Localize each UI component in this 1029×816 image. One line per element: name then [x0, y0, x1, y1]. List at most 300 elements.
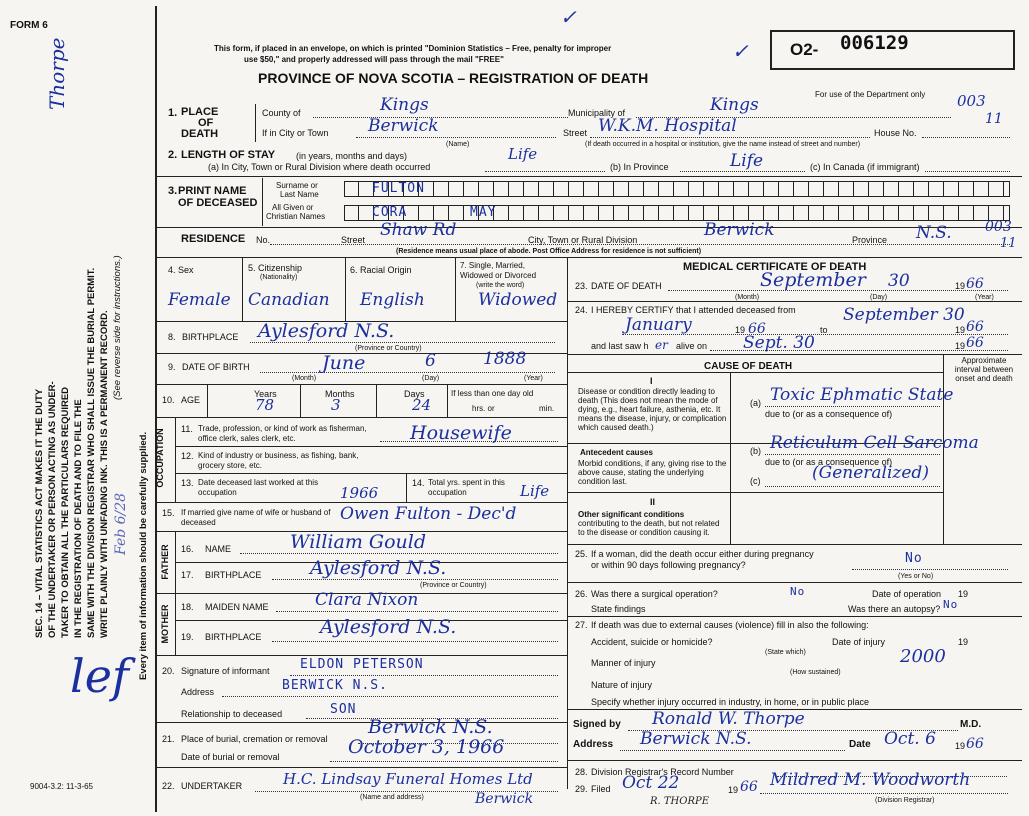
name-letter-box	[929, 182, 944, 196]
alive-yr: 66	[966, 335, 984, 351]
death-year-prefix: 19	[955, 281, 966, 291]
residence-province-label: Province	[852, 235, 888, 245]
medical-header: MEDICAL CERTIFICATE OF DEATH	[683, 261, 867, 273]
s8-caption: (Province or Country)	[355, 345, 422, 352]
specify-label: Specify whether injury occurred in industry, in home, or in public place	[591, 697, 869, 707]
s15-number: 15.	[162, 508, 175, 518]
municipality-label: Municipality of	[568, 108, 626, 118]
s2-a-label: (a) In City, Town or Rural Division where death occurred	[208, 162, 431, 172]
undertaker-town: Berwick	[475, 791, 534, 807]
form-number: FORM 6	[10, 20, 48, 31]
statute-line-2: OF THE UNDERTAKER OR PERSON ACTING AS UNDER-	[47, 381, 58, 638]
death-day: 30	[888, 271, 910, 291]
name-letter-box	[479, 182, 494, 196]
department-use-note: For use of the Department only	[815, 90, 926, 99]
name-letter-box	[794, 206, 809, 220]
name-letter-box	[644, 206, 659, 220]
cause-b-marker: (b)	[750, 446, 761, 456]
other-conditions-title: Other significant conditions	[578, 510, 685, 519]
age-years: 78	[255, 396, 275, 414]
attended-from: January	[625, 315, 692, 335]
statute-line-3: TAKER TO OBTAIN ALL THE PARTICULARS REQUIRED	[60, 386, 71, 638]
name-letter-box	[839, 206, 854, 220]
name-letter-box	[734, 182, 749, 196]
father-name-label: NAME	[205, 544, 232, 554]
hospital-value: W.K.M. Hospital	[598, 116, 737, 136]
findings-label: State findings	[591, 604, 646, 614]
name-letter-box	[599, 206, 614, 220]
s13-label: Date deceased last worked at this occupation	[198, 478, 319, 497]
death-month: September	[760, 269, 866, 291]
citizenship-value: Canadian	[248, 290, 330, 310]
s3-label-2: OF DECEASED	[178, 197, 258, 209]
name-letter-box	[839, 182, 854, 196]
name-letter-box	[599, 182, 614, 196]
registration-prefix: O2-	[790, 40, 819, 59]
s9-c-year: (Year)	[524, 375, 543, 382]
autopsy-value: No	[943, 598, 959, 611]
name-letter-box	[674, 206, 689, 220]
name-letter-box	[869, 206, 884, 220]
s10-number: 10.	[162, 395, 175, 405]
name-letter-box	[569, 206, 584, 220]
marital-value: Widowed	[478, 290, 558, 310]
cause-b: Reticulum Cell Sarcoma	[770, 433, 979, 453]
s11-label: Trade, profession, or kind of work as fisherman, office clerk, sales clerk, etc.	[198, 424, 367, 443]
s10-label: AGE	[181, 395, 201, 405]
name-letter-box	[944, 206, 959, 220]
surname-value: FULTON	[372, 181, 425, 196]
name-letter-box	[344, 206, 359, 220]
s17-number: 17.	[181, 570, 194, 580]
burial-place: Berwick N.S.	[368, 716, 493, 738]
s28-number: 28.	[575, 767, 588, 777]
check-mark-2: ✓	[732, 39, 749, 63]
burial-place-label: Place of burial, cremation or removal	[181, 734, 328, 744]
autopsy-label: Was there an autopsy?	[848, 604, 941, 614]
name-letter-box	[539, 206, 554, 220]
statute-line-4: IN THE REGISTRATION OF DEATH AND TO FILE THE	[73, 399, 84, 638]
s14-label: Total yrs. spent in this occupation	[428, 478, 505, 497]
supply-note: Every item of information should be carefully supplied.	[138, 431, 149, 680]
md-label: M.D.	[960, 719, 982, 730]
undertaker-caption: (Name and address)	[360, 794, 424, 801]
name-letter-box	[569, 182, 584, 196]
name-letter-box	[854, 182, 869, 196]
name-letter-box	[629, 182, 644, 196]
alive-date: Sept. 30	[743, 333, 815, 353]
house-label: House No.	[874, 128, 917, 138]
s15-label: If married give name of wife or husband of deceased	[181, 508, 331, 527]
s11-number: 11.	[181, 424, 193, 434]
s25-label: If a woman, did the death occur either during pregnancy or within 90 days following pregnancy?	[591, 549, 814, 570]
name-letter-box	[749, 182, 764, 196]
name-letter-box	[809, 182, 824, 196]
s12-number: 12.	[181, 451, 194, 461]
dept-code-1: 003	[957, 92, 986, 110]
s18-number: 18.	[181, 602, 194, 612]
name-letter-box	[674, 182, 689, 196]
other-conditions: contributing to the death, but not related to the disease or condition causing it.	[578, 519, 720, 537]
s24-number: 24.	[575, 305, 588, 315]
signed-yr-prefix: 19	[955, 741, 966, 751]
name-letter-box	[629, 206, 644, 220]
age-days: 24	[412, 396, 432, 414]
operation-date-label: Date of operation	[872, 589, 942, 599]
signed-yr: 66	[966, 736, 984, 752]
hrs-label: hrs. or	[472, 404, 495, 413]
statute-line-5: SAME WITH THE DIVISION REGISTRAR WHO SHALL ISSUE THE BURIAL PERMIT.	[86, 267, 97, 638]
name-letter-box	[644, 182, 659, 196]
county-value: Kings	[380, 95, 429, 115]
name-letter-box	[884, 182, 899, 196]
h7-write-word: (write the word)	[476, 282, 525, 289]
city-caption: (Name)	[446, 141, 470, 148]
name-letter-box	[689, 206, 704, 220]
birth-year: 1888	[483, 349, 527, 369]
name-letter-box	[869, 182, 884, 196]
name-letter-box	[524, 182, 539, 196]
s3-number: 3.	[168, 185, 178, 197]
attended-to-label: to	[820, 325, 828, 335]
s27-number: 27.	[575, 620, 588, 630]
s29-number: 29.	[575, 784, 588, 794]
name-letter-box	[854, 206, 869, 220]
due-to-1: due to (or as a consequence of)	[765, 409, 893, 419]
s14-number: 14.	[412, 478, 425, 488]
name-letter-box	[449, 182, 464, 196]
residence-no-label: No.	[256, 235, 271, 245]
form-title: PROVINCE OF NOVA SCOTIA – REGISTRATION OF DEATH	[258, 70, 649, 86]
last-saw-label: and last saw h	[591, 341, 649, 351]
name-letter-box	[689, 182, 704, 196]
undertaker-label: UNDERTAKER	[181, 781, 243, 791]
name-letter-box	[554, 182, 569, 196]
name-letter-box	[914, 206, 929, 220]
mother-vert-label: MOTHER	[160, 604, 170, 644]
years-label: Years	[254, 389, 277, 399]
given-value-2: MAY	[470, 205, 497, 220]
birthplace-value: Aylesford N.S.	[258, 320, 395, 342]
father-bp-caption: (Province or Country)	[420, 582, 487, 589]
s22-number: 22.	[162, 781, 175, 791]
name-letter-box	[509, 206, 524, 220]
name-letter-box	[659, 206, 674, 220]
s2-number: 2.	[168, 149, 178, 161]
death-year: 66	[966, 276, 984, 292]
h5-citizenship: 5. Citizenship	[248, 263, 303, 273]
city-value: Berwick	[368, 116, 439, 136]
given-label-1: All Given or	[272, 203, 314, 212]
county-label: County of	[262, 108, 301, 118]
mother-maiden-name: Clara Nixon	[315, 590, 419, 610]
age-months: 3	[331, 396, 341, 414]
injury-yr-prefix: 19	[958, 637, 969, 647]
dept-code-3: 003	[985, 219, 1012, 235]
birth-day: 6	[425, 351, 436, 371]
occupation-value: Housewife	[410, 422, 512, 444]
check-mark-1: ✓	[560, 5, 577, 29]
residence-street-label: Street	[341, 235, 366, 245]
name-letter-box	[989, 182, 1004, 196]
father-birthplace: Aylesford N.S.	[310, 557, 447, 579]
last-saw-sex: er	[655, 338, 668, 352]
s1-number: 1.	[168, 107, 178, 119]
envelope-note-2: use $50," and properly addressed will pass through the mail "FREE"	[244, 55, 504, 64]
roman-1: I	[650, 376, 653, 386]
days-label: Days	[404, 389, 425, 399]
name-letter-box	[509, 182, 524, 196]
name-letter-box	[779, 206, 794, 220]
residence-street: Shaw Rd	[380, 220, 457, 240]
name-letter-box	[464, 182, 479, 196]
s9-c-day: (Day)	[422, 375, 440, 382]
attended-to: September 30	[843, 305, 965, 325]
city-label: If in City or Town	[262, 128, 329, 138]
h6-origin: 6. Racial Origin	[350, 265, 412, 275]
s2-a-value: Life	[508, 145, 538, 163]
s23-c-day: (Day)	[870, 294, 888, 301]
filed-yr: 66	[740, 779, 758, 795]
name-letter-box	[749, 206, 764, 220]
s26-number: 26.	[575, 589, 588, 599]
name-letter-box	[824, 206, 839, 220]
registrar-signature: Mildred M. Woodworth	[770, 770, 971, 790]
name-letter-box	[614, 182, 629, 196]
injury-code: 2000	[900, 646, 946, 667]
last-worked-value: 1966	[340, 484, 379, 502]
s2-label: LENGTH OF STAY	[181, 149, 276, 161]
name-letter-box	[824, 182, 839, 196]
name-letter-box	[449, 206, 464, 220]
dept-code-2: 11	[985, 111, 1003, 127]
name-letter-box	[434, 206, 449, 220]
less-than-day-note: If less than one day old	[451, 389, 534, 398]
residence-city-label: City, Town or Rural Division	[528, 235, 638, 245]
due-to-2: due to (or as a consequence of)	[765, 457, 893, 467]
name-letter-box	[584, 182, 599, 196]
s25-caption: (Yes or No)	[898, 573, 934, 580]
s20-number: 20.	[162, 666, 175, 676]
name-letter-box	[794, 182, 809, 196]
attended-from-yr: 66	[748, 321, 766, 337]
informant-address: BERWICK N.S.	[282, 678, 388, 693]
s2-c-label: (c) In Canada (if immigrant)	[810, 162, 920, 172]
s25-value: No	[905, 551, 923, 566]
signed-date: Oct. 6	[884, 729, 936, 749]
given-value-1: CORA	[372, 205, 408, 220]
name-letter-box	[929, 206, 944, 220]
frame-left	[155, 6, 157, 812]
surname-label-2: Last Name	[280, 190, 319, 199]
origin-value: English	[360, 290, 425, 310]
antecedent-description: Morbid conditions, if any, giving rise to the above cause, stating the underlying condition last.	[578, 459, 727, 486]
s3-label-1: PRINT NAME	[178, 185, 247, 197]
s23-c-month: (Month)	[735, 294, 760, 301]
informant-address-label: Address	[181, 687, 215, 697]
s19-number: 19.	[181, 632, 194, 642]
name-letter-box	[944, 182, 959, 196]
operation-yr-prefix: 19	[958, 589, 969, 599]
cause-c-marker: (c)	[750, 476, 761, 486]
hospital-note: (If death occurred in a hospital or institution, give the name instead of street and number)	[585, 141, 861, 148]
cause-a: Toxic Ephmatic State	[770, 385, 954, 405]
occupation-vert-label: OCCUPATION	[155, 428, 165, 488]
mother-birthplace: Aylesford N.S.	[320, 616, 457, 638]
registration-number: 006129	[840, 32, 909, 54]
manner-label: Manner of injury	[591, 658, 656, 668]
name-letter-box	[704, 206, 719, 220]
statute-line-7: (See reverse side for instructions.)	[112, 255, 123, 400]
mother-bp-label: BIRTHPLACE	[205, 632, 262, 642]
burial-date-label: Date of burial or removal	[181, 752, 280, 762]
given-cells	[344, 206, 1004, 220]
filed-label: Filed	[591, 784, 611, 794]
margin-date: Feb 6/28	[113, 492, 129, 555]
name-letter-box	[764, 182, 779, 196]
interval-header: Approximate interval between onset and death	[954, 356, 1014, 383]
cause-header: CAUSE OF DEATH	[704, 361, 793, 372]
undertaker-name: H.C. Lindsay Funeral Homes Ltd	[283, 770, 533, 788]
sex-value: Female	[168, 290, 231, 310]
name-letter-box	[884, 206, 899, 220]
name-letter-box	[584, 206, 599, 220]
physician-signature: Ronald W. Thorpe	[652, 709, 805, 729]
statute-line-6: WRITE PLAINLY WITH UNFADING INK. THIS IS A PERMANENT RECORD.	[99, 310, 110, 638]
operation-value: No	[790, 585, 806, 598]
margin-name: Thorpe	[45, 37, 69, 110]
name-letter-box	[779, 182, 794, 196]
name-letter-box	[899, 206, 914, 220]
statute-line-1: SEC. 14 – VITAL STATISTICS ACT MAKES IT THE DUTY	[34, 388, 45, 638]
name-letter-box	[764, 206, 779, 220]
h7-marital: 7. Single, Married, Widowed or Divorced	[460, 261, 537, 280]
name-letter-box	[959, 182, 974, 196]
birth-month: June	[322, 352, 366, 374]
surname-cells	[344, 182, 1004, 196]
name-letter-box	[809, 206, 824, 220]
father-name: William Gould	[290, 531, 426, 553]
filed-yr-prefix: 19	[728, 785, 739, 795]
s2-b-label: (b) In Province	[610, 162, 669, 172]
envelope-note-1: This form, if placed in an envelope, on which is printed "Dominion Statistics – Free, penalty for improper	[214, 44, 612, 53]
residence-note: (Residence means usual place of abode. Post Office Address for residence is not sufficient)	[396, 248, 702, 255]
s24-label: I HEREBY CERTIFY that I attended deceased from	[591, 305, 796, 315]
s16-number: 16.	[181, 544, 194, 554]
s13-number: 13.	[181, 478, 194, 488]
residence-province: N.S.	[916, 223, 952, 243]
h5-nationality: (Nationality)	[260, 274, 298, 281]
filed-date: Oct 22	[622, 773, 680, 793]
s2-b-value: Life	[730, 151, 764, 171]
residence-city: Berwick	[704, 220, 775, 240]
registrar-caption: (Division Registrar)	[875, 797, 935, 804]
dept-code-4: 11	[1000, 236, 1017, 251]
months-label: Months	[325, 389, 355, 399]
alive-on-label: alive on	[676, 341, 708, 351]
state-which-caption: (State which)	[765, 649, 806, 656]
name-letter-box	[524, 206, 539, 220]
surname-label-1: Surname or	[276, 181, 318, 190]
s23-number: 23.	[575, 281, 588, 291]
s9-number: 9.	[168, 362, 176, 372]
name-letter-box	[554, 206, 569, 220]
s9-c-month: (Month)	[292, 375, 317, 382]
burial-date: October 3, 1966	[348, 736, 505, 758]
relationship-value: SON	[330, 702, 357, 717]
accident-label: Accident, suicide or homicide?	[591, 637, 713, 647]
s26-label: Was there a surgical operation?	[591, 589, 718, 599]
roman-2: II	[650, 497, 656, 507]
s21-number: 21.	[162, 734, 175, 744]
undertaker-signature-print: R. THORPE	[650, 796, 710, 807]
name-letter-box	[539, 182, 554, 196]
name-letter-box	[734, 206, 749, 220]
cause-description: Disease or condition directly leading to death (This does not mean the mode of dying, e.g., heart failure, asthenia, etc. It means the disease, injury, or complication which caused death.)	[578, 387, 727, 432]
antecedent-title: Antecedent causes	[580, 448, 653, 457]
street-label: Street	[563, 128, 588, 138]
relationship-label: Relationship to deceased	[181, 709, 283, 719]
s12-label: Kind of industry or business, as fishing, bank, grocery store, etc.	[198, 451, 359, 470]
s28-label: Division Registrar's Record Number	[591, 767, 734, 777]
informant-label: Signature of informant	[181, 666, 270, 676]
name-letter-box	[899, 182, 914, 196]
father-bp-label: BIRTHPLACE	[205, 570, 262, 580]
signed-date-label: Date	[849, 739, 871, 750]
s23-c-year: (Year)	[975, 294, 994, 301]
injury-date-label: Date of injury	[832, 637, 886, 647]
attended-to-yr: 66	[966, 319, 984, 335]
cause-c: (Generalized)	[812, 463, 929, 483]
name-letter-box	[494, 182, 509, 196]
name-letter-box	[659, 182, 674, 196]
residence-label: RESIDENCE	[181, 233, 246, 245]
name-letter-box	[914, 182, 929, 196]
nature-label: Nature of injury	[591, 680, 653, 690]
s1-label-place: PLACE	[181, 106, 219, 118]
name-letter-box	[959, 206, 974, 220]
name-letter-box	[719, 206, 734, 220]
s8-label: BIRTHPLACE	[182, 332, 239, 342]
name-letter-box	[719, 182, 734, 196]
spouse-value: Owen Fulton - Dec'd	[340, 504, 517, 524]
informant-name: ELDON PETERSON	[300, 657, 424, 672]
attended-from-yr-prefix: 19	[735, 325, 746, 335]
name-letter-box	[344, 182, 359, 196]
s8-number: 8.	[168, 332, 176, 342]
min-label: min.	[539, 404, 555, 413]
physician-address-label: Address	[573, 739, 614, 750]
s9-label: DATE OF BIRTH	[182, 362, 250, 372]
s27-label: If death was due to external causes (violence) fill in also the following:	[591, 620, 869, 630]
s1-label-death: DEATH	[181, 128, 219, 140]
form-code: 9004-3.2: 11-3-65	[30, 782, 94, 791]
attended-to-yr-prefix: 19	[955, 325, 966, 335]
s1-label-of: OF	[198, 117, 214, 129]
name-letter-box	[614, 206, 629, 220]
name-letter-box	[434, 182, 449, 196]
s23-label: DATE OF DEATH	[591, 281, 662, 291]
margin-initials: lef	[70, 649, 129, 703]
s2-sub: (in years, months and days)	[296, 151, 408, 161]
h4-sex: 4. Sex	[168, 265, 194, 275]
cause-a-marker: (a)	[750, 398, 761, 408]
total-years-value: Life	[520, 482, 550, 500]
how-caption: (How sustained)	[790, 669, 841, 676]
signed-label: Signed by	[573, 719, 621, 730]
father-vert-label: FATHER	[160, 544, 170, 580]
maiden-label: MAIDEN NAME	[205, 602, 269, 612]
